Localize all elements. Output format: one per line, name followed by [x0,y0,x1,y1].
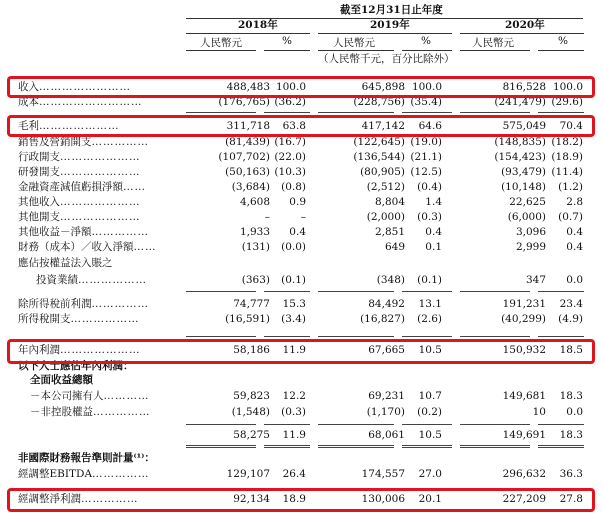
cell-value: 1,933 [239,226,270,238]
cell-value: 575,049 [502,120,546,132]
row-label [18,297,193,312]
cell-value: (136,544) [353,151,405,163]
cell-value: (16.7) [274,136,306,148]
row-label-text: 毛利 [18,120,39,132]
cell-value: (0.8) [281,181,306,193]
row-label-text: 財務（成本）／收入淨額 [18,241,134,253]
row-label [18,225,193,240]
cell-value: (12.5) [410,166,442,178]
unit-underline-rmb-2020 [460,50,530,51]
cell-value: 10.5 [418,344,442,356]
cell-value: (10.3) [274,166,306,178]
row-leader-dots: ………………… [60,196,141,208]
total-rule [264,291,310,292]
cell-value: 0.0 [566,406,583,418]
cell-value: (176,765) [218,96,270,108]
table-row [0,389,603,404]
cell-value: (348) [376,274,405,286]
total-rule [318,336,394,337]
cell-value: (107,702) [218,151,270,163]
row-label [18,451,193,466]
cell-value: (1,548) [231,406,270,418]
cell-value: 0.1 [425,241,442,253]
cell-value: 8,804 [374,196,405,208]
total-rule [264,424,310,425]
table-row [0,256,603,271]
table-row [0,405,603,420]
table-row [0,195,603,210]
total-rule [318,112,394,113]
cell-value: 20.1 [418,493,442,505]
cell-value: (18.9) [551,151,583,163]
cell-value: 100.0 [275,81,306,93]
cell-value: 645,898 [361,81,405,93]
row-label-text: 經調整EBITDA [18,468,93,480]
cell-value: 1.4 [425,196,442,208]
cell-value: 0.4 [425,226,442,238]
cell-value: 0.4 [289,226,306,238]
row-leader-dots: ………………… [60,211,141,223]
cell-value: (10,148) [501,181,546,193]
total-rule [402,447,452,448]
row-leader-dots: …………… [93,406,151,418]
total-rule [318,424,394,425]
row-label [30,389,205,404]
row-label [18,467,193,482]
row-label-text: 除所得稅前利潤 [18,298,92,310]
cell-value: (363) [241,274,270,286]
cell-value: (80,905) [360,166,405,178]
cell-value: 311,718 [226,120,270,132]
cell-value: (11.4) [551,166,583,178]
total-rule [538,291,584,292]
highlight-revenue [7,76,595,98]
cell-value: (0.4) [417,181,442,193]
total-rule [538,336,584,337]
cell-value: 191,231 [502,298,546,310]
total-rule [186,424,256,425]
row-label-text: 全面收益總額 [30,374,93,386]
cell-value: 227,209 [502,493,546,505]
cell-value: (0.2) [417,406,442,418]
cell-value: (122,645) [353,136,405,148]
highlight-gross-profit [7,115,595,137]
total-rule [186,447,256,448]
total-rule [264,447,310,448]
cell-value: (0.1) [417,274,442,286]
row-leader-dots: …… [133,241,157,253]
cell-value: (16,827) [360,313,405,325]
cell-value: 4,608 [239,196,270,208]
cell-value: 18.3 [559,429,583,441]
unit-rmb-2020: 人民幣元 [472,37,514,49]
total-rule [460,291,530,292]
row-label-text: 其他收益－淨額 [18,226,92,238]
row-leader-dots: ………… [103,390,150,402]
row-label [18,240,193,255]
cell-value: 816,528 [502,81,546,93]
cell-value: (0.3) [417,211,442,223]
cell-value: (36.2) [274,96,306,108]
total-rule [538,112,584,113]
row-label-text: 其他收入 [18,196,60,208]
highlight-profit-for-year [7,339,595,364]
row-label-text: 所得稅開支 [18,313,71,325]
cell-value: 27.8 [559,493,583,505]
total-rule [186,112,256,113]
row-leader-dots: …… [123,181,146,193]
total-rule [318,291,394,292]
row-leader-dots: ……………… [70,313,140,325]
cell-value: 0.4 [566,226,583,238]
row-label-text: －本公司擁有人 [30,390,104,402]
total-rule [538,445,584,446]
cell-value: 58,275 [233,429,270,441]
cell-value: 0.4 [566,241,583,253]
row-leader-dots: …………… [81,493,139,505]
unit-note: （人民幣千元，百分比除外） [318,53,455,65]
table-row [0,312,603,327]
table-row [0,225,603,240]
cell-value: (50,163) [225,166,270,178]
row-leader-dots: ……………………… [39,96,143,108]
cell-value: 10.7 [418,390,442,402]
row-leader-dots: ………………… [39,120,120,132]
cell-value: 63.8 [282,120,306,132]
cell-value: 74,777 [233,298,270,310]
total-rule [402,291,452,292]
unit-pct-2019: % [421,35,431,47]
cell-value: – [264,211,270,223]
unit-underline-rmb-2018 [186,50,256,51]
cell-value: 36.3 [559,468,583,480]
cell-value: (1,170) [366,406,405,418]
unit-rmb-2018: 人民幣元 [200,37,242,49]
table-row [0,451,603,466]
cell-value: 15.3 [282,298,306,310]
cell-value: 2,851 [374,226,405,238]
cell-value: 18.3 [559,390,583,402]
row-label-text: 行政開支 [18,151,60,163]
row-label-text: 經調整淨利潤 [18,493,81,505]
row-label [18,180,193,195]
cell-value: 58,186 [233,344,270,356]
cell-value: 488,483 [226,81,270,93]
period-title: 截至12月31日止年度 [340,4,443,16]
row-label-text: 投資業績 [36,274,78,286]
row-leader-dots: ………………… [60,151,141,163]
total-rule [318,447,394,448]
row-label [18,256,193,271]
row-label [18,195,193,210]
cell-value: (0.0) [281,241,306,253]
table-row [0,180,603,195]
cell-value: (154,423) [494,151,546,163]
table-row [0,135,603,150]
unit-underline-pct-2018 [264,50,310,51]
cell-value: 11.9 [282,344,306,356]
cell-value: (2,512) [366,181,405,193]
cell-value: – [300,211,306,223]
total-rule [460,447,530,448]
cell-value: 100.0 [552,81,583,93]
year-2018-underline [186,33,310,34]
table-row [0,467,603,482]
year-2018: 2018年 [238,19,278,31]
year-2019: 2019年 [370,19,410,31]
cell-value: 18.9 [282,493,306,505]
cell-value: (22.0) [274,151,306,163]
cell-value: (2,000) [366,211,405,223]
cell-value: (228,756) [353,96,405,108]
row-leader-dots: …………… [91,136,149,148]
cell-value: (19.0) [410,136,442,148]
year-2020-underline [460,33,584,34]
cell-value: (4.9) [558,313,583,325]
total-rule [460,336,530,337]
cell-value: 129,107 [226,468,270,480]
row-label [18,165,193,180]
cell-value: (81,439) [225,136,270,148]
year-2019-underline [318,33,452,34]
unit-underline-pct-2020 [538,50,584,51]
row-leader-dots: ………………… [60,166,141,178]
cell-value: 296,632 [502,468,546,480]
total-rule [186,336,256,337]
cell-value: 10.5 [418,429,442,441]
cell-value: 149,681 [502,390,546,402]
cell-value: 150,932 [502,344,546,356]
cell-value: 130,006 [361,493,405,505]
cell-value: 100.0 [411,81,442,93]
row-label-text: 銷售及營銷開支 [18,136,92,148]
cell-value: 64.6 [418,120,442,132]
row-label-text: 非國際財務報告準則計量⁽¹⁾： [18,452,155,464]
table-row [0,273,603,288]
row-leader-dots: …………… [92,468,150,480]
cell-value: 69,231 [368,390,405,402]
row-label [18,135,193,150]
year-2020: 2020年 [505,19,545,31]
cell-value: (16,591) [225,313,270,325]
total-rule [460,424,530,425]
table-row [0,297,603,312]
total-rule [264,336,310,337]
cell-value: (131) [241,241,270,253]
row-leader-dots: …………………… [39,81,131,93]
table-row [0,150,603,165]
total-rule [402,445,452,446]
cell-value: 70.4 [559,120,583,132]
row-label-text: 年內利潤 [18,344,60,356]
row-label-text: 金融資產減值虧損淨額 [18,181,123,193]
cell-value: 174,557 [361,468,405,480]
total-rule [402,424,452,425]
cell-value: (241,479) [494,96,546,108]
cell-value: (40,299) [501,313,546,325]
total-rule [264,112,310,113]
cell-value: 0.9 [289,196,306,208]
total-rule [186,445,256,446]
cell-value: 347 [525,274,546,286]
row-label-text: 其他開支 [18,211,60,223]
cell-value: 68,061 [368,429,405,441]
cell-value: 417,142 [361,120,405,132]
row-label-text: 收入 [18,81,39,93]
unit-pct-2020: % [558,35,568,47]
row-label [18,312,193,327]
cell-value: 11.9 [282,429,306,441]
table-row [0,165,603,180]
cell-value: 149,691 [502,429,546,441]
highlight-adjusted-net-profit [7,488,595,512]
cell-value: (0.7) [558,211,583,223]
total-rule [264,445,310,446]
cell-value: 0.0 [566,274,583,286]
row-label-text: 以下人士應佔年內利潤： [18,360,134,372]
total-rule [538,447,584,448]
table-row [0,373,603,388]
cell-value: 2,999 [515,241,546,253]
cell-value: 84,492 [368,298,405,310]
cell-value: 3,096 [515,226,546,238]
cell-value: 10 [532,406,546,418]
row-leader-dots: …………… [91,226,149,238]
cell-value: 2.8 [566,196,583,208]
cell-value: (6,000) [507,211,546,223]
cell-value: (35.4) [410,96,442,108]
cell-value: 59,823 [233,390,270,402]
row-label-text: 研發開支 [18,166,60,178]
cell-value: (3.4) [281,313,306,325]
total-rule [402,336,452,337]
cell-value: (21.1) [410,151,442,163]
cell-value: (18.2) [551,136,583,148]
total-rule [460,112,530,113]
total-rule [460,445,530,446]
row-leader-dots: …………… [91,298,149,310]
cell-value: (2.6) [417,313,442,325]
cell-value: (29.6) [551,96,583,108]
row-label-text: －非控股權益 [30,406,93,418]
cell-value: 67,665 [368,344,405,356]
row-label-text: 成本 [18,96,39,108]
unit-pct-2018: % [282,35,292,47]
cell-value: (1.2) [558,181,583,193]
cell-value: 649 [384,241,405,253]
row-leader-dots: ………………… [60,344,141,356]
row-label [18,150,193,165]
row-label [30,405,205,420]
row-label [36,273,211,288]
cell-value: (148,835) [494,136,546,148]
total-rule [186,291,256,292]
total-rule [538,424,584,425]
cell-value: 27.0 [418,468,442,480]
cell-value: (0.1) [281,274,306,286]
row-label [30,373,205,388]
table-row [0,240,603,255]
total-rule [402,112,452,113]
cell-value: (3,684) [231,181,270,193]
cell-value: 13.1 [418,298,442,310]
row-label [18,210,193,225]
cell-value: (93,479) [501,166,546,178]
cell-value: 92,134 [233,493,270,505]
table-row [0,210,603,225]
row-label-text: 應佔按權益法入賬之 [18,257,113,269]
total-rule [318,445,394,446]
row-leader-dots: ……………… [78,274,147,286]
cell-value: 22,625 [509,196,546,208]
table-row [0,428,603,443]
cell-value: 23.4 [559,298,583,310]
unit-rmb-2019: 人民幣元 [333,37,375,49]
cell-value: 12.2 [282,390,306,402]
cell-value: 18.5 [559,344,583,356]
cell-value: 26.4 [282,468,306,480]
cell-value: (0.3) [281,406,306,418]
